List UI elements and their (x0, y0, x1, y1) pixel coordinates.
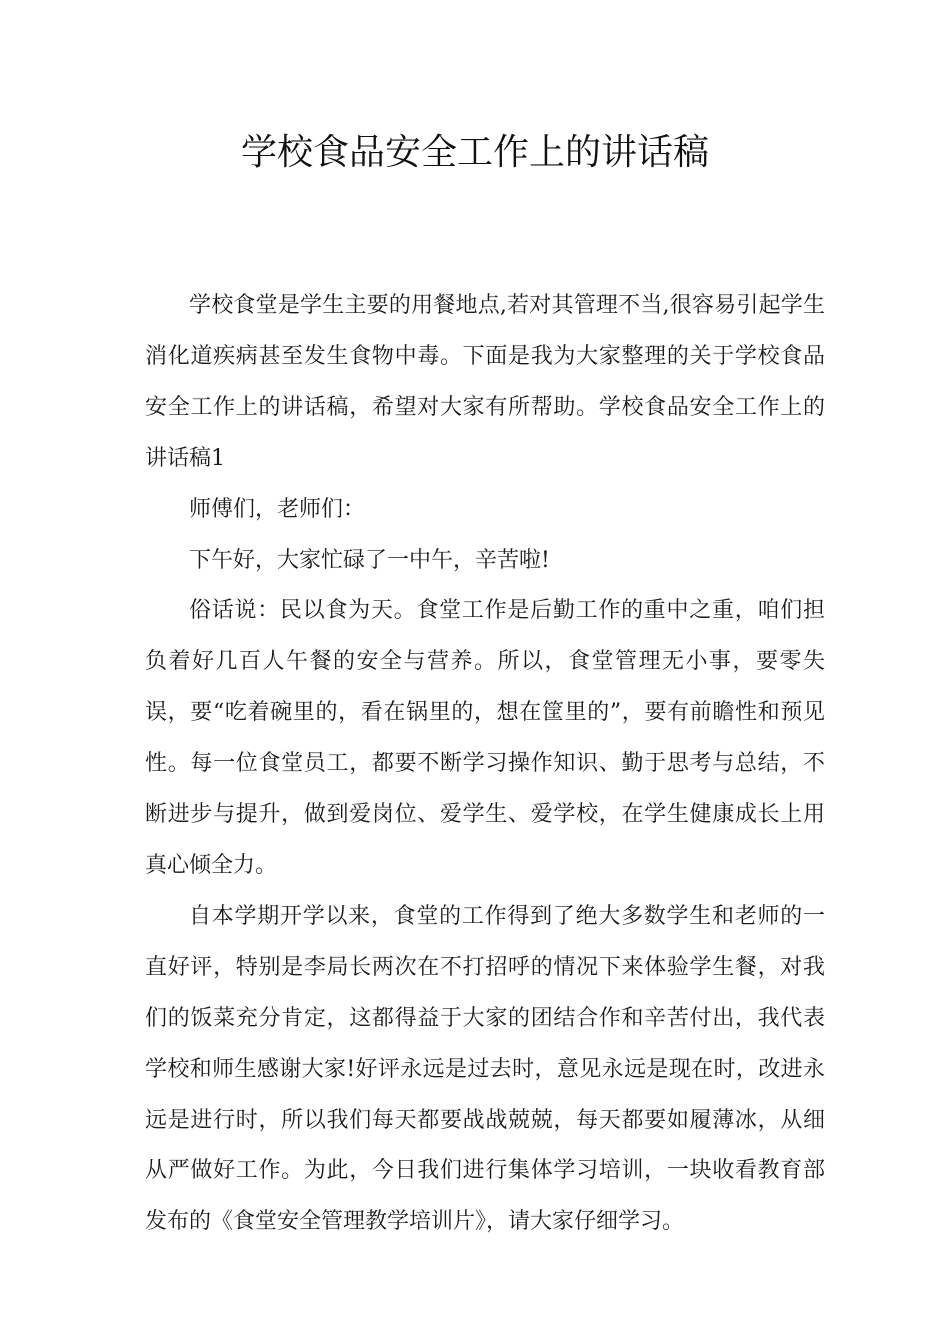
paragraph-intro: 学校食堂是学生主要的用餐地点,若对其管理不当,很容易引起学生消化道疾病甚至发生食物中毒。下面是我为大家整理的关于学校食品安全工作上的讲话稿，希望对大家有所帮助。学校食品安全工作上的讲话稿1 (145, 293, 825, 471)
document-body (145, 281, 825, 1248)
document-title: 学校食品安全工作上的讲话稿 (240, 132, 709, 173)
paragraph-greeting: 下午好，大家忙碌了一中午，辛苦啦! (189, 547, 550, 573)
paragraph-salutation: 师傅们，老师们： (189, 496, 366, 522)
paragraph-semester-review: 自本学期开学以来，食堂的工作得到了绝大多数学生和老师的一直好评，特别是李局长两次在不打招呼的情况下来体验学生餐，对我们的饭菜充分肯定，这都得益于大家的团结合作和辛苦付出，我代表学校和师生感谢大家!好评永远是过去时，意见永远是现在时，改进永远是进行时，所以我们每天都要战战兢兢，每天都要如履薄冰，从细从严做好工作。为此，今日我们进行集体学习培训，一块收看教育部发布的《食堂安全管理教学培训片》，请大家仔细学习。 (145, 903, 825, 1235)
paragraph-proverb: 俗话说：民以食为天。食堂工作是后勤工作的重中之重，咱们担负着好几百人午餐的安全与营养。所以，食堂管理无小事，要零失误，要“吃着碗里的，看在锅里的，想在筐里的”，要有前瞻性和预见性。每一位食堂员工，都要不断学习操作知识、勤于思考与总结，不断进步与提升，做到爱岗位、爱学生、爱学校，在学生健康成长上用真心倾全力。 (145, 598, 825, 878)
